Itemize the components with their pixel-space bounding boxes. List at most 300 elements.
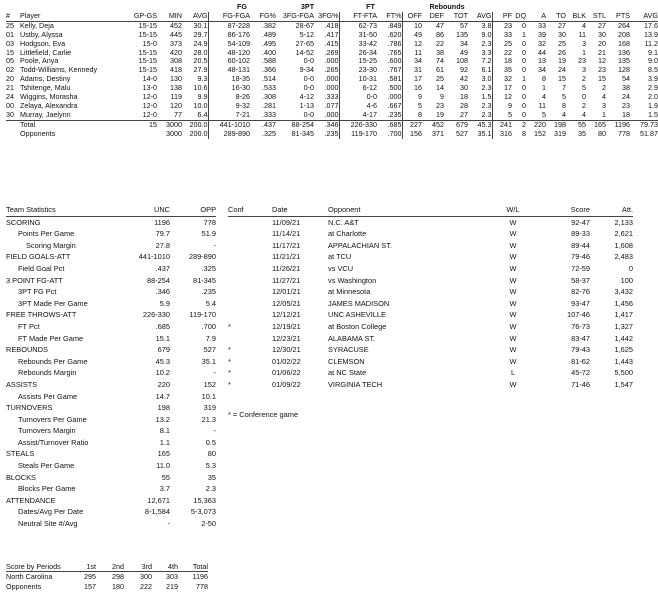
team-stat-value: 81-345 [192,275,216,285]
stat-cell: .500 [387,83,402,93]
total-cell: 452 [422,120,444,129]
stat-cell: 34 [402,57,422,66]
stat-cell: 3 [602,100,607,110]
team-stat-row [6,333,216,345]
stat-cell: .000 [324,56,339,66]
player-stats-table [6,3,658,139]
stat-cell: 33 [492,31,512,40]
column-header: AVG [630,12,658,21]
periods-cell: 157 [84,581,96,591]
total-cell: .700 [387,128,402,138]
total-cell: 35 [578,128,587,138]
schedule-row [228,240,633,252]
team-stat-row [6,437,216,449]
schedule-cell: 0 [628,263,633,273]
stat-cell: 0 [522,109,527,119]
schedule-cell: 1,327 [614,321,633,331]
schedule-cell: 11/14/21 [272,229,301,239]
stat-cell: 2.3 [481,109,492,119]
stat-cell: 86 [436,29,445,39]
stat-cell: 00 [6,100,14,110]
column-header: TO [546,12,566,21]
team-stat-row [6,367,216,379]
stat-cell: 15 [6,47,14,57]
stat-cell: 2.9 [648,83,658,93]
stat-cell: 108 [456,56,469,66]
team-stat-row [6,356,216,368]
team-stat-row [6,472,216,484]
team-stat-row [6,298,216,310]
total-cell: 81-345 [291,128,315,138]
periods-cell: 295 [84,572,96,582]
team-stats-header: Team Statistics [6,204,124,216]
total-cell: Total [20,120,125,129]
stat-cell: .000 [387,92,402,102]
stat-cell: 135 [456,29,469,39]
stat-cell: 27 [558,20,567,30]
stat-cell: .620 [387,29,402,39]
periods-cell: North Carolina [6,572,53,582]
stat-cell: 4-17 [339,111,377,120]
stat-cell: 9.3 [197,74,208,84]
team-stat-label: ATTENDANCE [6,495,56,505]
total-cell: .685 [377,120,402,129]
stat-cell: 30 [558,29,567,39]
stat-cell: 9 [402,93,422,102]
schedule-cell: vs Washington [328,275,377,285]
total-cell: .325 [262,128,277,138]
team-stat-value: 1.1 [159,437,170,447]
team-stat-value: 5.9 [159,298,170,308]
team-stat-value: 2.3 [205,484,216,494]
stat-cell: 27.9 [193,65,208,75]
stat-cell: 12-0 [142,109,157,119]
stat-cell: 373 [170,38,182,48]
total-cell: 226-330 [339,120,377,129]
stat-cell: 4 [542,92,547,102]
schedule-cell: 1,625 [614,345,633,355]
total-cell: 200.0 [182,120,208,129]
column-header: FT-FTA [339,12,377,21]
stat-cell: .667 [387,100,402,110]
stat-cell: 86-176 [208,31,250,40]
stat-cell: 1.9 [648,100,658,110]
schedule-cell: 12/19/21 [272,321,301,331]
stat-cell: 77 [174,109,182,119]
stat-cell: 0 [522,56,527,66]
column-header: TOT [444,12,468,21]
player-table-header [6,12,658,21]
column-header: DQ [512,12,526,21]
schedule-cell: W [509,345,517,355]
ft-group-header: FT [366,2,375,11]
stat-cell: 0-0 [303,74,315,84]
total-cell: 778 [618,128,631,138]
schedule-cell: vs VCU [328,263,354,273]
stat-cell: 264 [618,20,631,30]
team-stat-value: 11.0 [156,461,170,471]
team-stat-row [6,216,216,228]
team-stat-value: 3.7 [159,484,170,494]
schedule-cell: W [509,356,517,366]
team-stat-row [6,448,216,460]
periods-cell: 300 [140,572,152,582]
team-stat-value: 27.8 [155,240,170,250]
team-stat-value: 5.3 [205,461,216,471]
stat-cell: 47 [436,20,445,30]
schedule-row [228,228,633,240]
periods-cell: 1196 [192,572,208,582]
schedule-cell: at TCU [328,252,352,262]
team-stat-value: 79.7 [155,229,170,239]
team-stat-value: - [213,240,216,250]
stat-cell: .415 [324,38,339,48]
team-stat-value: 220 [157,379,170,389]
team-stat-value: .437 [155,263,170,273]
schedule-cell: W [509,333,517,343]
stat-cell: 34 [460,38,469,48]
schedule-cell: 1,608 [614,240,633,250]
stat-cell: 49 [402,31,422,40]
team-stat-value: 45.3 [155,356,170,366]
stat-cell: 9-34 [299,65,315,75]
stat-cell: 27 [598,20,607,30]
schedule-cell: 11/09/21 [272,217,301,227]
team-stat-row [6,483,216,495]
team-stat-label: STEALS [6,449,35,459]
stat-cell: 120 [170,100,182,110]
schedule-cell: * [228,379,231,389]
periods-header-cell: Total [178,562,208,572]
team-stat-value: 679 [157,345,170,355]
stat-cell: 02 [6,65,14,75]
stat-cell: 0 [522,38,527,48]
team-stats-header: OPP [170,204,216,216]
stat-cell: 12 [402,40,422,49]
schedule-row [228,321,633,333]
stat-cell: 33 [538,20,547,30]
team-stat-label: SCORING [6,217,41,227]
team-stat-row [6,275,216,287]
stat-cell: 15 [598,74,607,84]
stat-cell: 48-120 [208,49,250,58]
column-header: 3FG% [314,12,339,21]
stat-cell: 44 [538,47,547,57]
rebounds-group-header: Rebounds [429,2,465,11]
stat-cell: .333 [262,109,277,119]
stat-cell: 17 [492,84,512,93]
stat-cell: 2 [582,74,587,84]
stat-cell: 0 [522,65,527,75]
schedule-row [228,286,633,298]
schedule-row [228,298,633,310]
stat-cell: 0 [522,47,527,57]
stat-cell: 15-15 [138,47,157,57]
schedule-cell: ALABAMA ST. [328,333,376,343]
stat-cell: 15-15 [138,29,157,39]
schedule-cell: 3,432 [614,287,633,297]
stat-cell: 0 [522,20,527,30]
total-cell [6,120,20,129]
schedule-cell: 89-44 [571,240,590,250]
stat-cell: 452 [170,20,182,30]
stat-cell: 49 [460,47,469,57]
team-stat-label: Rebounds Margin [18,368,77,378]
total-cell: Opponents [20,128,56,138]
stat-cell: 15-15 [138,65,157,75]
stat-cell: 4-6 [339,102,377,111]
team-stat-label: TURNOVERS [6,403,53,413]
schedule-cell: 12/05/21 [272,298,301,308]
stat-cell: 31-50 [339,31,377,40]
schedule-cell: 72-59 [571,263,590,273]
team-stat-value: 15.1 [155,333,170,343]
stat-cell: 4 [582,109,587,119]
column-header: MIN [157,12,182,21]
stat-cell: 10.6 [193,83,208,93]
schedule-cell: 79-46 [571,252,590,262]
column-header: FG% [250,12,276,21]
stat-cell: 11 [578,29,587,39]
stat-cell: .269 [324,47,339,57]
schedule-cell: W [509,379,517,389]
total-cell [6,130,20,139]
team-stat-value: 152 [203,379,216,389]
schedule-row [228,344,633,356]
schedule-cell: W [509,229,517,239]
team-stat-label: FIELD GOALS-ATT [6,252,71,262]
column-header: # [6,12,20,21]
column-header: AVG [182,12,208,21]
stat-cell: 1 [522,29,527,39]
total-cell: 45.3 [468,120,492,129]
team-stat-value: 5-3,073 [190,507,216,517]
schedule-row [228,275,633,287]
stat-cell: 21 [598,47,607,57]
team-stat-value: 441-1010 [138,252,170,262]
team-statistics-body [6,216,216,530]
stat-cell: 0-0 [303,83,315,93]
team-stat-label: Turnovers Margin [18,426,76,436]
stat-cell: 9-32 [208,102,250,111]
team-stat-value: 527 [203,345,216,355]
stat-cell: 7-21 [208,111,250,120]
team-stat-label: FT Made Per Game [18,333,84,343]
player-name: Tshitenge, Malu [20,83,71,93]
stat-cell: 135 [618,56,631,66]
stat-cell: 18 [492,57,512,66]
stat-cell: 28.0 [193,47,208,57]
stat-cell: 26 [558,47,567,57]
team-stat-value: 14.7 [155,391,170,401]
stat-cell: 208 [618,29,631,39]
schedule-cell: 1,547 [614,379,633,389]
score-by-periods-body [6,572,208,591]
stat-cell: 30.1 [193,20,208,30]
schedule-row [228,309,633,321]
stat-cell: 1 [542,83,547,93]
schedule-cell [228,286,272,298]
schedule-row [228,379,633,391]
schedule-header [228,204,633,216]
stat-cell: 3.3 [481,47,492,57]
stat-cell: 0-0 [303,56,315,66]
schedule-row [228,216,633,228]
stat-cell: 0 [522,92,527,102]
fg-group-header: FG [237,2,247,11]
team-stat-value: 778 [203,217,216,227]
stat-cell: 15-15 [138,20,157,30]
stat-cell: 10.0 [193,100,208,110]
schedule-cell: W [509,287,517,297]
player-name: Murray, Jaelynn [20,109,71,119]
stat-cell: .600 [387,56,402,66]
team-stats-header: UNC [124,204,170,216]
stat-cell: .418 [324,20,339,30]
stat-cell: .382 [262,20,277,30]
stat-cell: 23 [598,65,607,75]
stat-cell: 24 [622,92,631,102]
team-stat-row [6,286,216,298]
schedule-cell: 11/27/21 [272,275,301,285]
stat-cell: 1-13 [299,100,315,110]
total-cell: 319 [554,128,567,138]
schedule-cell: 81-62 [571,356,590,366]
schedule-cell: W [509,310,517,320]
schedule-cell: 1,442 [614,333,633,343]
total-cell: 1196 [606,120,630,129]
stat-cell: 4-12 [299,92,315,102]
stat-cell: 23 [436,100,445,110]
player-name: Zelaya, Alexandra [20,100,78,110]
stat-cell: 0-0 [339,93,377,102]
team-stat-value: 165 [157,449,170,459]
stat-cell: 25 [436,74,445,84]
stat-cell: 31 [402,66,422,75]
stat-cell: 128 [618,65,631,75]
schedule-cell: 2,483 [614,252,633,262]
team-stat-label: ASSISTS [6,379,38,389]
stat-cell: 19 [558,56,567,66]
stat-cell: 24 [558,65,567,75]
schedule-header-cell: Date [272,204,328,216]
stat-cell: 22 [436,38,445,48]
team-stat-value: 289-890 [188,252,216,262]
stat-cell: 3.9 [648,74,658,84]
stat-cell: 5-12 [299,29,315,39]
stat-cell: 0 [522,83,527,93]
total-cell: 289-890 [208,130,250,139]
schedule-cell: 12/30/21 [272,345,301,355]
player-name: Littlefield, Carlie [20,47,72,57]
team-stat-value: - [167,519,170,529]
stat-cell: 12 [492,93,512,102]
stat-cell: 38 [436,47,445,57]
schedule-row [228,356,633,368]
schedule-cell: SYRACUSE [328,345,369,355]
team-stat-value: 10.1 [201,391,216,401]
stat-cell: 445 [170,29,182,39]
schedule-cell: * [228,321,231,331]
schedule-row [228,263,633,275]
schedule-cell [228,333,272,345]
schedule-cell: 71-46 [571,379,590,389]
total-cell: 200.0 [189,128,208,138]
stat-cell: 27-65 [295,38,315,48]
stat-cell: 38 [622,83,631,93]
total-cell: 220 [526,120,546,129]
schedule-header-cell: W/L [488,204,538,216]
stat-cell: .765 [387,47,402,57]
stat-cell: 8 [402,111,422,120]
stat-cell: 42 [460,74,469,84]
total-cell: 227 [402,120,422,129]
team-stat-row [6,506,216,518]
stat-cell: 28-67 [295,20,315,30]
stat-cell: 61 [436,65,445,75]
stat-cell: 29.7 [193,29,208,39]
team-stat-value: 12,671 [147,495,170,505]
schedule-cell: 11/26/21 [272,263,301,273]
stat-cell: 26-34 [339,49,377,58]
stat-cell: 2.3 [481,38,492,48]
periods-header-cell: 2nd [96,562,124,572]
stat-cell: 12-0 [142,100,157,110]
total-cell: 15 [125,120,157,129]
stat-cell: 4 [582,20,587,30]
stat-cell: 9.0 [648,56,658,66]
team-stat-label: Rebounds Per Game [18,356,88,366]
schedule-cell: W [509,298,517,308]
total-cell [125,130,157,139]
stat-cell: 2.3 [481,100,492,110]
stat-cell: 54-109 [208,40,250,49]
schedule-cell: at Minnesota [328,287,371,297]
total-cell: 198 [546,120,566,129]
periods-cell: 778 [196,581,208,591]
schedule-cell [228,251,272,263]
total-cell: 3000 [166,128,182,138]
team-stat-value: 2-50 [201,519,216,529]
stat-cell: 24.9 [193,38,208,48]
stat-cell: 0 [582,92,587,102]
team-stat-row [6,414,216,426]
column-header: FG-FGA [208,12,250,21]
stat-cell: 48-131 [208,66,250,75]
stat-cell: 130 [170,74,182,84]
total-cell: 80 [598,128,607,138]
schedule-cell: 01/06/22 [272,368,301,378]
total-cell: 165 [586,120,606,129]
team-stat-row [6,251,216,263]
stat-cell: 3 [582,38,587,48]
column-header: A [526,12,546,21]
schedule-cell: 12/23/21 [272,333,301,343]
team-stat-value: 88-254 [146,275,170,285]
stat-cell: .077 [324,100,339,110]
team-stat-label: Neutral Site #/Avg [18,519,78,529]
stat-cell: 2.3 [481,83,492,93]
schedule-cell: 107-46 [566,310,590,320]
total-cell: .437 [250,120,276,129]
schedule-row [228,251,633,263]
stat-cell: 60-102 [208,57,250,66]
stat-cell: 9 [492,102,512,111]
schedule-cell: * [228,368,231,378]
stat-cell: 9.0 [481,29,492,39]
team-stat-value: 319 [203,403,216,413]
schedule-cell: 76-73 [571,321,590,331]
